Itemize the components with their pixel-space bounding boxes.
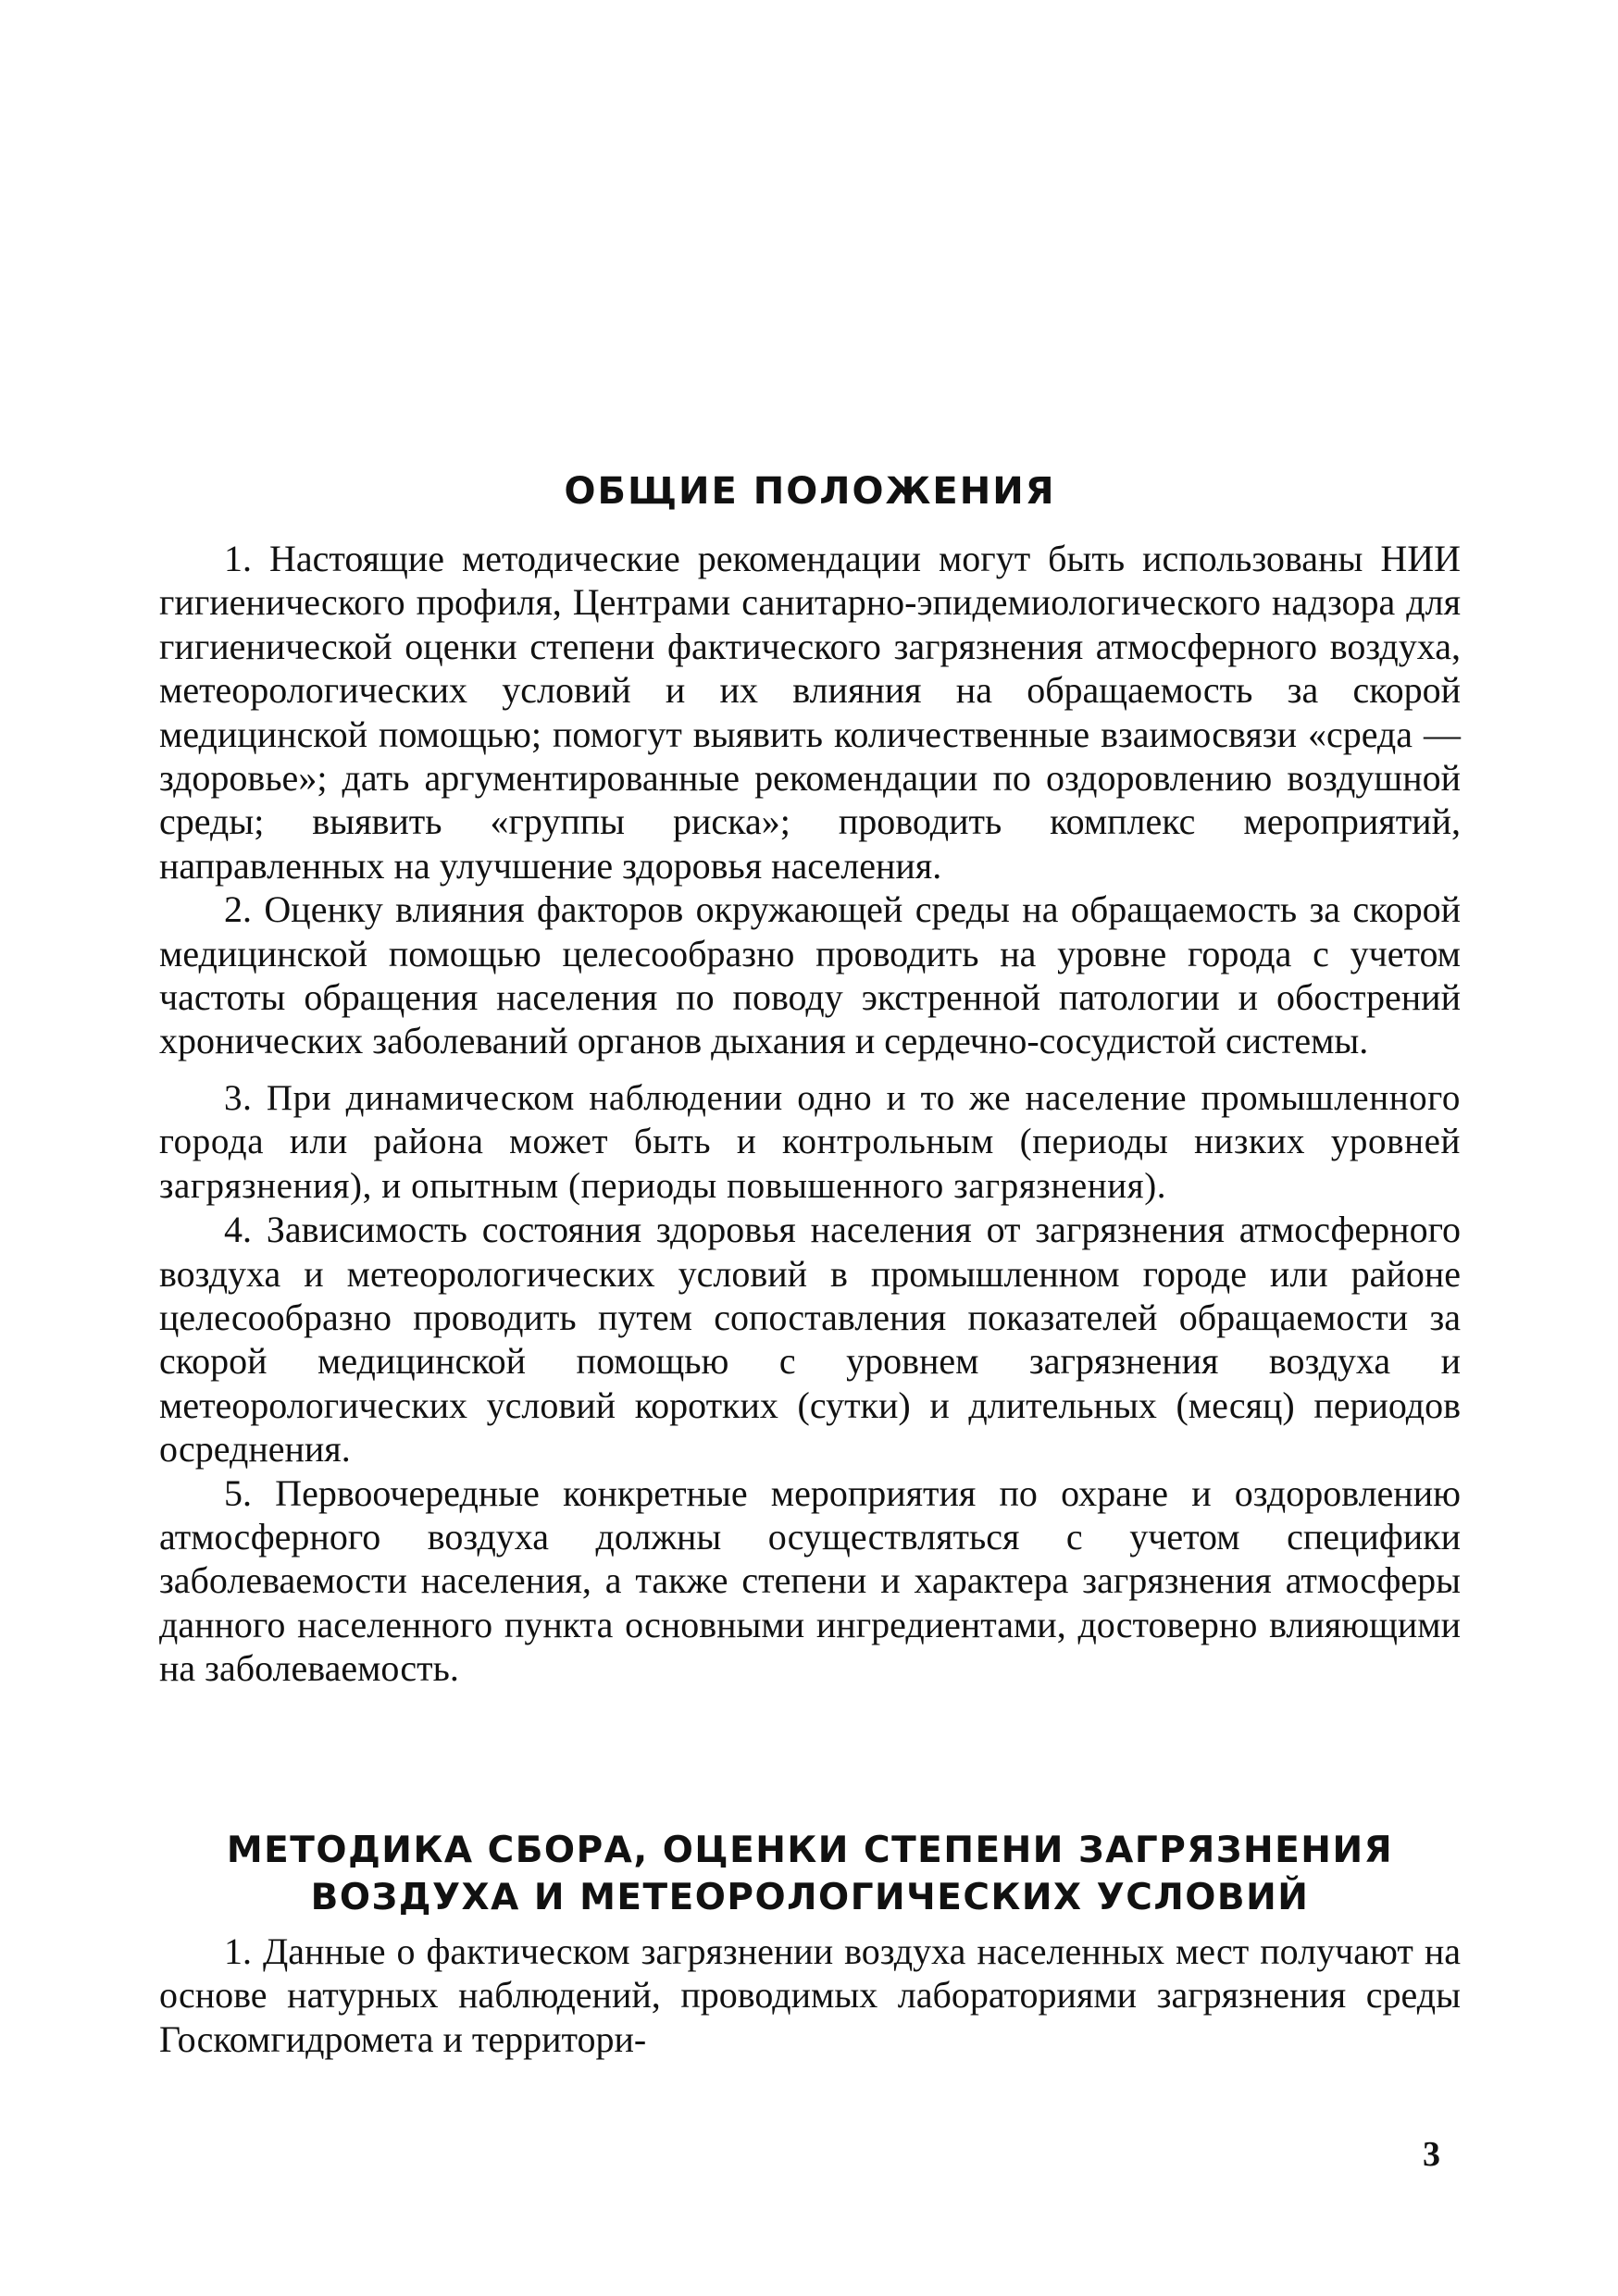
section-methodology-body bbox=[159, 1930, 1461, 2061]
section-heading-general: ОБЩИЕ ПОЛОЖЕНИЯ bbox=[564, 470, 1056, 513]
page-number: 3 bbox=[1423, 2135, 1440, 2174]
paragraph-5: 5. Первоочередные конкретные мероприятия по охране и оздоровлению атмосферного воздуха должны осуществляться с учетом специфики заболеваемости населения, а также степени и характера загрязнения атмосферы данного населенного пункта основными ингредиентами, достоверно влияющими на заболеваемость. bbox=[159, 1471, 1461, 1690]
paragraph-3: 3. При динамическом наблюдении одно и то же население промышленного города или района может быть и контрольным (периоды низких уровней загрязнения), и опытным (периоды повышенного загрязнения). bbox=[159, 1077, 1461, 1206]
section-heading-methodology bbox=[157, 1827, 1462, 1921]
section-heading-methodology-line-1: МЕТОДИКА СБОРА, ОЦЕНКИ СТЕПЕНИ ЗАГРЯЗНЕНИЯ bbox=[226, 1830, 1394, 1871]
paragraph-2: 2. Оценку влияния факторов окружающей среды на обращаемость за скорой медицинской помощью целесообразно проводить на уровне города с учетом частоты обращения населения по поводу экстренной патологии и обострений хронических заболеваний органов дыхания и сердечно-сосудистой системы. bbox=[159, 888, 1461, 1062]
paragraph-4: 4. Зависимость состояния здоровья населения от загрязнения атмосферного воздуха и метеорологических условий в промышленном городе или районе целесообразно проводить путем сопоставления показателей обращаемости за скорой медицинской помощью с уровнем загрязнения воздуха и метеорологических условий коротких (сутки) и длительных (месяц) периодов осреднения. bbox=[159, 1209, 1461, 1471]
paragraph-methodology-1: 1. Данные о фактическом загрязнении воздуха населенных мест получают на основе натурных наблюдений, проводимых лабораториями загрязнения среды Госкомгидромета и территори- bbox=[159, 1930, 1461, 2060]
paragraph-1: 1. Настоящие методические рекомендации могут быть использованы НИИ гигиенического профиля, Центрами санитарно-эпидемиологического надзора для гигиенической оценки степени фактического загрязнения атмосферного воздуха, метеорологических условий и их влияния на обращаемость за скорой медицинской помощью; помогут выявить количественные взаимосвязи «среда — здоровье»; дать аргументированные рекомендации по оздоровлению воздушной среды; выявить «группы риска»; проводить комплекс мероприятий, направленных на улучшение здоровья населения. bbox=[159, 538, 1461, 887]
section-heading-methodology-line-2: ВОЗДУХА И МЕТЕОРОЛОГИЧЕСКИХ УСЛОВИЙ bbox=[310, 1877, 1310, 1918]
section-general-body bbox=[159, 537, 1461, 1691]
